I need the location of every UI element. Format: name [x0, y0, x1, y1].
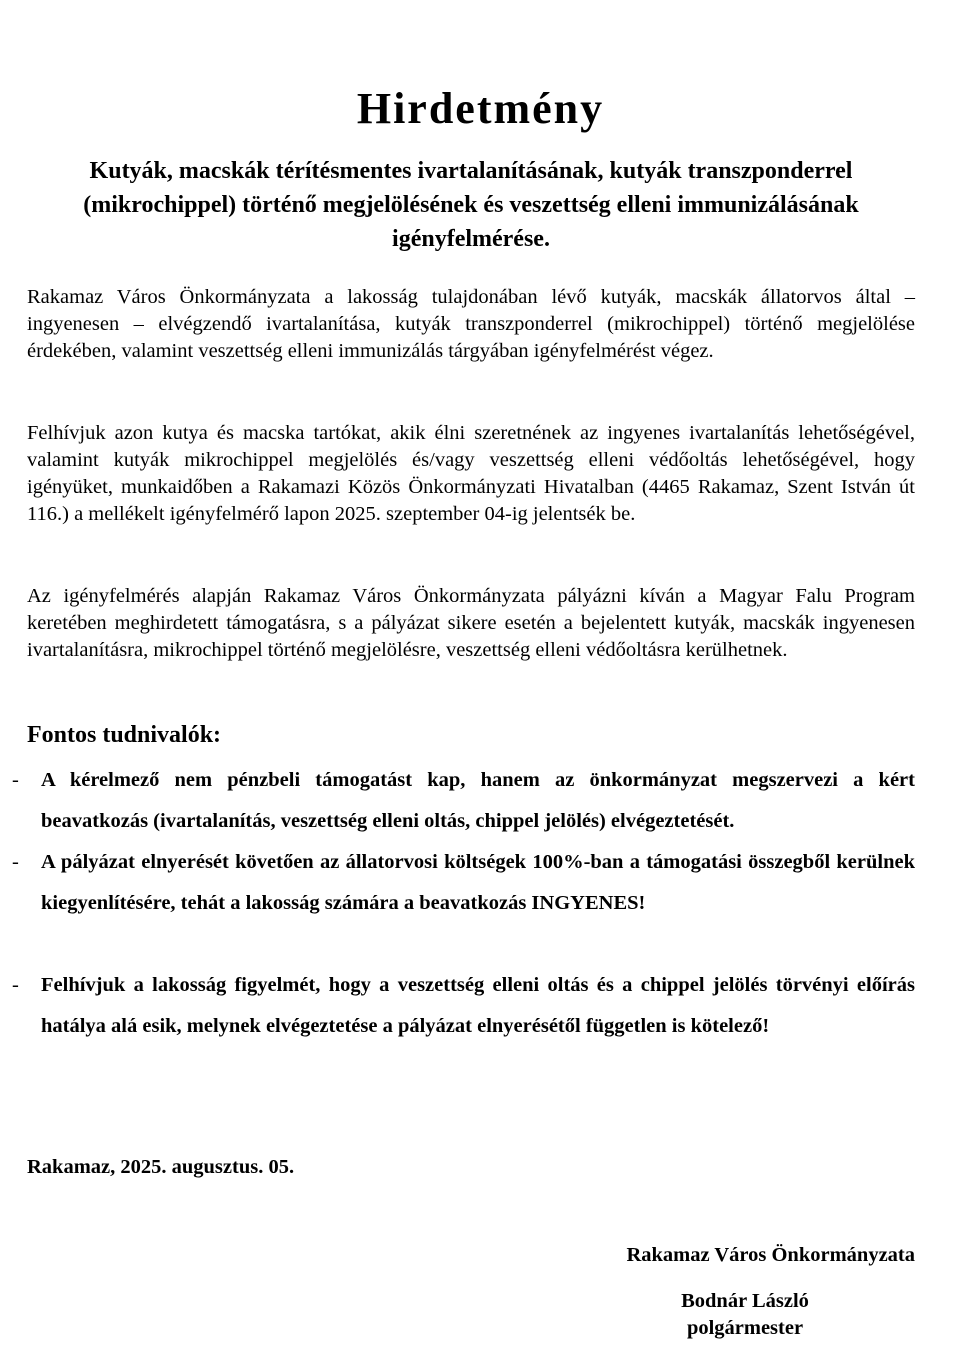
important-note-item: A pályázat elnyerését követően az állatorvosi költségek 100%-ban a támogatási összegből kerülnek kiegyenlítésére, tehát a lakosság számára a beavatkozás INGYENES!	[41, 851, 915, 914]
important-note-item: Felhívjuk a lakosság figyelmét, hogy a veszettség elleni oltás és a chippel jelölés törvényi előírás hatálya alá esik, melynek elvégeztetése a pályázat elnyerésétől független is kötelező!	[41, 974, 915, 1037]
bullet-marker: -	[12, 851, 19, 873]
important-notes-heading: Fontos tudnivalók:	[27, 722, 222, 748]
important-note-item: A kérelmező nem pénzbeli támogatást kap, hanem az önkormányzat megszervezi a kért beavatkozás (ivartalanítás, veszettség elleni oltás, chippel jelölés) elvégeztetését.	[41, 769, 915, 832]
body-paragraph: Felhívjuk azon kutya és macska tartókat, akik élni szeretnének az ingyenes ivartalanítás lehetőségével, valamint kutyák mikrochippel megjelölés és/vagy veszettség elleni védőoltás lehetőségével, hogy igényüket, munkaidőben a Rakamazi Közös Önkormányzati Hivatalban (4465 Rakamaz, Szent István út 116.) a mellékelt igényfelmérő lapon 2025. szeptember 04-ig jelentsék be.	[27, 422, 915, 525]
date-line: Rakamaz, 2025. augusztus. 05.	[27, 1156, 295, 1178]
notice-subtitle: Kutyák, macskák térítésmentes ivartalanításának, kutyák transzponderrel (mikrochippel) történő megjelölésének és veszettség elleni immunizálásának igényfelmérése.	[83, 158, 859, 252]
page-title: Hirdetmény	[356, 84, 605, 133]
body-paragraph: Rakamaz Város Önkormányzata a lakosság tulajdonában lévő kutyák, macskák állatorvos által – ingyenesen – elvégzendő ivartalanítása, kutyák transzponderrel (mikrochippel) történő megjelölése érdekében, valamint veszettség elleni immunizálás tárgyában igényfelmérést végez.	[27, 286, 915, 362]
bullet-marker: -	[12, 769, 19, 791]
body-paragraph: Az igényfelmérés alapján Rakamaz Város Önkormányzata pályázni kíván a Magyar Falu Program keretében meghirdetett támogatásra, s a pályázat sikere esetén a bejelentett kutyák, macskák ingyenesen ivartalanításra, mikrochippel történő megjelölésre, veszettség elleni védőoltásra kerülhetnek.	[27, 585, 915, 661]
bullet-marker: -	[12, 974, 19, 996]
signature-name: Bodnár László	[681, 1290, 809, 1312]
signature-organization: Rakamaz Város Önkormányzata	[626, 1244, 915, 1266]
signature-role: polgármester	[686, 1317, 804, 1339]
